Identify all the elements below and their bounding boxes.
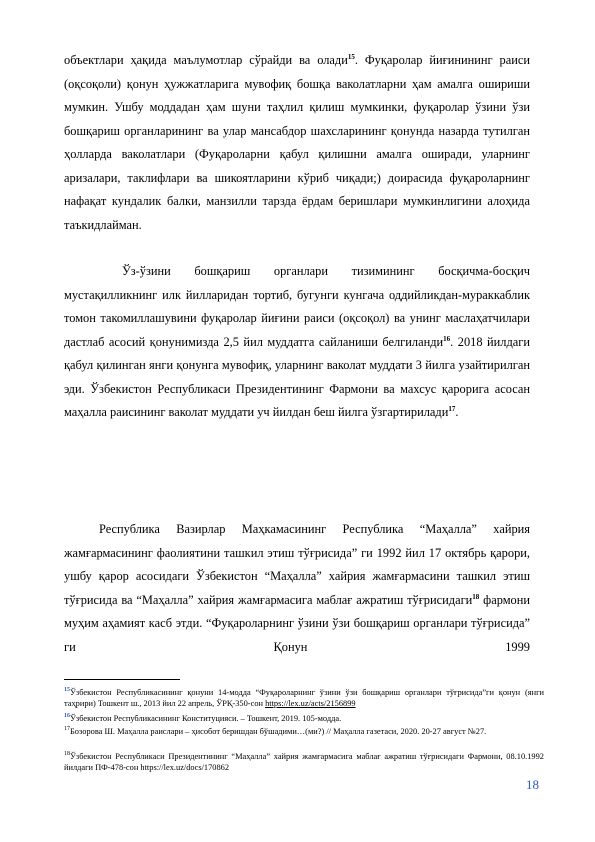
footnote-number: 17 — [64, 726, 70, 733]
footnote-text: Бозорова Ш. Маҳалла раислари – ҳисобот беришдан бўшадими…(ми?) // Маҳалла газетаси, 2020. 20-27 август №27. — [70, 727, 487, 736]
paragraph-text: фармони муҳим аҳамият касб этди. “Фуқароларнинг ўзини ўзи бошқариш органлари тўғрисида” ги Қонун 1999 — [64, 592, 531, 654]
footnote-text: Ўзбекистон Республикаси Президентининг “Маҳалла” хайрия жамғармасига маблағ ажратиш тўғрисидаги Фармони, 08.10.1992 йилдаги ПФ-478-сон https://lex.uz/docs/170862 — [64, 752, 544, 772]
body-paragraph-1 — [64, 49, 530, 237]
footnote-ref-15[interactable]: 15 — [347, 52, 355, 61]
footnote-ref-16[interactable]: 16 — [443, 334, 451, 343]
footnote-ref-18[interactable]: 18 — [472, 592, 480, 601]
footnote-divider — [64, 679, 180, 680]
paragraph-text: объектлари ҳақида маълумотлар сўрайди ва олади — [64, 53, 348, 67]
footnote-ref-17[interactable]: 17 — [448, 404, 456, 413]
footnote-text: Ўзбекистон Республикасининг қонуни 14-модда “Фуқароларнинг ўзини ўзи бошқариш органлари тўғрисида”ги қонун (янги таҳрири) Тошкент ш., 2013 йил 22 апрель, ЎРҚ-350-сон — [64, 688, 544, 708]
footnote-17 — [64, 726, 544, 737]
paragraph-text: . 2018 йилдаги қабул қилинган янги қонунга мувофиқ, уларнинг ваколат муддати 3 йилга узайтирилган эди. Ўзбекистон Республикаси Президентининг Фармони ва махсус қарорига асосан маҳалла раисининг ваколат муддати уч йилдан беш йилга ўзгартирилади — [64, 334, 530, 419]
footnote-link[interactable]: https://lex.uz/acts/2156899 — [265, 699, 356, 708]
body-paragraph-2 — [64, 260, 530, 425]
page-number: 18 — [526, 777, 539, 792]
footnote-number: 18 — [64, 751, 70, 758]
footnote-number: 16 — [64, 713, 70, 720]
footnote-18 — [64, 751, 544, 773]
footnote-text: Ўзбекистон Республикасининг Конституцияси. – Тошкент, 2019. 105-модда. — [70, 714, 342, 723]
footnote-15 — [64, 687, 544, 709]
paragraph-text: . Фуқаролар йиғинининг раиси (оқсоқоли) қонун ҳужжатларига мувофиқ бошқа ваколатларни ҳам амалга ошириши мумкин. Ушбу моддадан ҳам шуни таҳлил қилиш мумкинки, фуқаролар ўзини ўзи бошқариш органларининг ва улар мансабдор шахсларининг қонунда назарда тутилган ҳолларда ваколатлари (Фуқароларни қабул қилишни амалга оширади, уларнинг аризалари, таклифлари ва шикоятларини кўриб чиқади;) доирасида фуқароларнинг нафақат кундалик балки, манзилли тарзда ёрдам беришлари мумкинлигини алоҳида таъкидлайман. — [64, 53, 530, 232]
paragraph-text: . — [455, 405, 459, 419]
paragraph-text: Республика Вазирлар Маҳкамасининг Республика “Маҳалла” хайрия жамғармасининг фаолиятини ташкил этиш тўғрисида” ги 1992 йил 17 октябрь қарори, ушбу қарор асосидаги Ўзбекистон “Маҳалла” хайрия жамғармасини ташкил этиш тўғрисида ва “Маҳалла” хайрия жамғармасига маблағ ажратиш тўғрисидаги — [64, 522, 530, 607]
paragraph-text: Ўз-ўзини бошқариш органлари тизимининг босқичма-босқич мустақилликнинг илк йилларидан тортиб, бугунги кунгача оддийликдан-мураккаблик томон такомиллашувини фуқаролар йиғини раиси (оқсоқол) ва унинг маслаҳатчилари дастлаб асосий қонунимизда 2,5 йил муддатга сайланиши белгиланди — [64, 264, 530, 349]
footnote-number: 15 — [64, 687, 70, 694]
footnote-16 — [64, 713, 544, 724]
body-paragraph-3 — [64, 518, 530, 659]
